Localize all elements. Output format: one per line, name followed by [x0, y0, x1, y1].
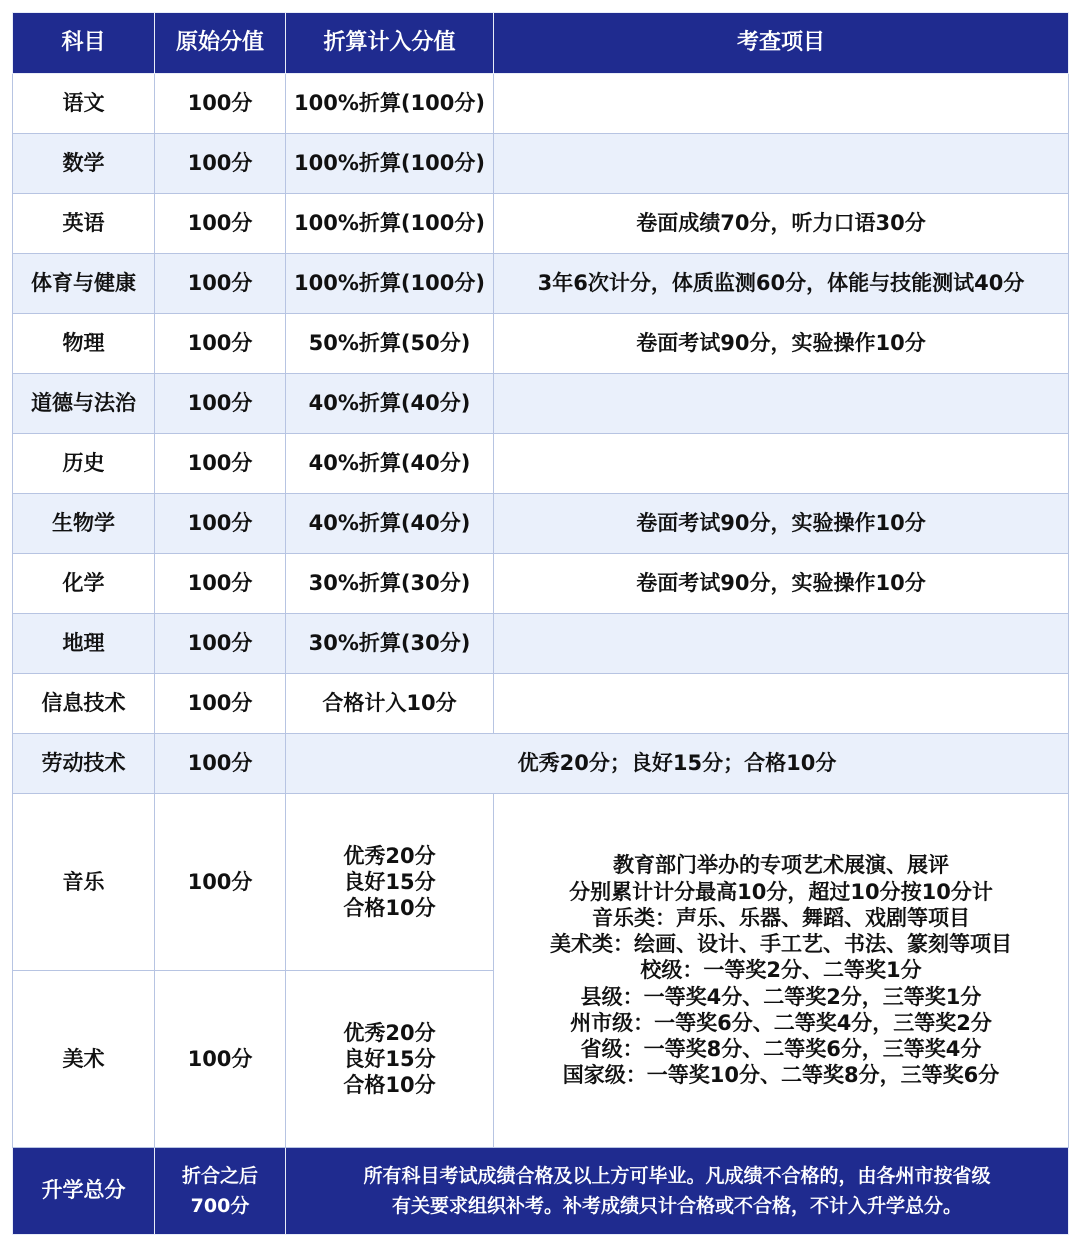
table-row — [13, 674, 1069, 734]
original-score-cell: 100分 — [155, 314, 286, 374]
exam-items-cell — [494, 374, 1069, 434]
original-score-cell: 100分 — [155, 971, 286, 1148]
grade-line: 优秀20分 — [343, 843, 436, 868]
converted-score-cell: 30%折算(30分) — [286, 614, 494, 674]
awards-line: 校级：一等奖2分、二等奖1分 — [640, 958, 922, 983]
labor-grading-cell: 优秀20分；良好15分；合格10分 — [286, 734, 1069, 794]
exam-items-cell — [494, 674, 1069, 734]
subject-cell: 信息技术 — [13, 674, 155, 734]
awards-line: 省级：一等奖8分、二等奖6分，三等奖4分 — [580, 1037, 982, 1062]
total-line: 700分 — [190, 1195, 250, 1217]
table-row — [13, 434, 1069, 494]
total-score-cell — [155, 1148, 286, 1235]
awards-line: 分别累计计分最高10分，超过10分按10分计 — [569, 879, 993, 904]
subject-cell: 物理 — [13, 314, 155, 374]
subject-cell: 生物学 — [13, 494, 155, 554]
table-row — [13, 74, 1069, 134]
converted-score-cell: 100%折算(100分) — [286, 194, 494, 254]
exam-items-cell — [494, 134, 1069, 194]
converted-score-cell: 100%折算(100分) — [286, 134, 494, 194]
converted-score-cell: 30%折算(30分) — [286, 554, 494, 614]
subject-cell: 道德与法治 — [13, 374, 155, 434]
grade-line: 良好15分 — [343, 1046, 436, 1071]
exam-items-cell: 卷面成绩70分，听力口语30分 — [494, 194, 1069, 254]
note-line: 所有科目考试成绩合格及以上方可毕业。凡成绩不合格的，由各州市按省级 — [363, 1164, 991, 1187]
table-row — [13, 494, 1069, 554]
music-grades-cell — [286, 794, 494, 971]
subject-cell: 语文 — [13, 74, 155, 134]
grade-line: 合格10分 — [343, 1073, 436, 1098]
converted-score-cell: 合格计入10分 — [286, 674, 494, 734]
converted-score-cell: 50%折算(50分) — [286, 314, 494, 374]
subject-cell: 体育与健康 — [13, 254, 155, 314]
original-score-cell: 100分 — [155, 74, 286, 134]
original-score-cell: 100分 — [155, 494, 286, 554]
subject-cell: 美术 — [13, 971, 155, 1148]
converted-score-cell: 40%折算(40分) — [286, 374, 494, 434]
graduation-note — [286, 1148, 1069, 1235]
exam-items-cell — [494, 74, 1069, 134]
awards-line: 美术类：绘画、设计、手工艺、书法、篆刻等项目 — [550, 932, 1012, 957]
table-row — [13, 554, 1069, 614]
original-score-cell: 100分 — [155, 674, 286, 734]
labor-row — [13, 734, 1069, 794]
grade-line: 合格10分 — [343, 896, 436, 921]
art-grades-cell — [286, 971, 494, 1148]
converted-score-cell: 100%折算(100分) — [286, 74, 494, 134]
grade-line: 优秀20分 — [343, 1020, 436, 1045]
subject-cell: 英语 — [13, 194, 155, 254]
note-line: 有关要求组织补考。补考成绩只计合格或不合格，不计入升学总分。 — [391, 1195, 962, 1217]
original-score-cell: 100分 — [155, 794, 286, 971]
awards-line: 音乐类：声乐、乐器、舞蹈、戏剧等项目 — [592, 905, 970, 930]
converted-score-cell: 40%折算(40分) — [286, 434, 494, 494]
exam-items-cell: 卷面考试90分，实验操作10分 — [494, 494, 1069, 554]
original-score-cell: 100分 — [155, 374, 286, 434]
score-table — [12, 12, 1069, 1235]
awards-line: 国家级：一等奖10分、二等奖8分，三等奖6分 — [562, 1063, 1000, 1088]
subject-cell: 化学 — [13, 554, 155, 614]
awards-line: 教育部门举办的专项艺术展演、展评 — [613, 853, 949, 878]
exam-items-cell — [494, 434, 1069, 494]
exam-items-cell — [494, 614, 1069, 674]
subject-cell: 地理 — [13, 614, 155, 674]
table-row — [13, 614, 1069, 674]
grade-line: 良好15分 — [343, 869, 436, 894]
original-score-cell: 100分 — [155, 134, 286, 194]
music-row — [13, 794, 1069, 971]
converted-score-cell: 40%折算(40分) — [286, 494, 494, 554]
awards-cell — [494, 794, 1069, 1148]
exam-items-cell: 3年6次计分，体质监测60分，体能与技能测试40分 — [494, 254, 1069, 314]
original-score-cell: 100分 — [155, 434, 286, 494]
exam-items-cell: 卷面考试90分，实验操作10分 — [494, 554, 1069, 614]
original-score-cell: 100分 — [155, 614, 286, 674]
total-line: 折合之后 — [181, 1164, 258, 1187]
table-row — [13, 314, 1069, 374]
table-row — [13, 134, 1069, 194]
total-label: 升学总分 — [13, 1148, 155, 1235]
original-score-cell: 100分 — [155, 254, 286, 314]
header-converted-score: 折算计入分值 — [286, 13, 494, 74]
converted-score-cell: 100%折算(100分) — [286, 254, 494, 314]
subject-cell: 数学 — [13, 134, 155, 194]
subject-cell: 音乐 — [13, 794, 155, 971]
awards-line: 州市级：一等奖6分、二等奖4分，三等奖2分 — [570, 1010, 992, 1035]
subject-cell: 劳动技术 — [13, 734, 155, 794]
table-row — [13, 374, 1069, 434]
header-row — [13, 13, 1069, 74]
footer-row — [13, 1148, 1069, 1235]
exam-items-cell: 卷面考试90分，实验操作10分 — [494, 314, 1069, 374]
original-score-cell: 100分 — [155, 734, 286, 794]
table-row — [13, 194, 1069, 254]
awards-line: 县级：一等奖4分、二等奖2分，三等奖1分 — [580, 984, 982, 1009]
original-score-cell: 100分 — [155, 194, 286, 254]
header-original-score: 原始分值 — [155, 13, 286, 74]
original-score-cell: 100分 — [155, 554, 286, 614]
header-exam-items: 考查项目 — [494, 13, 1069, 74]
table-row — [13, 254, 1069, 314]
subject-cell: 历史 — [13, 434, 155, 494]
header-subject: 科目 — [13, 13, 155, 74]
